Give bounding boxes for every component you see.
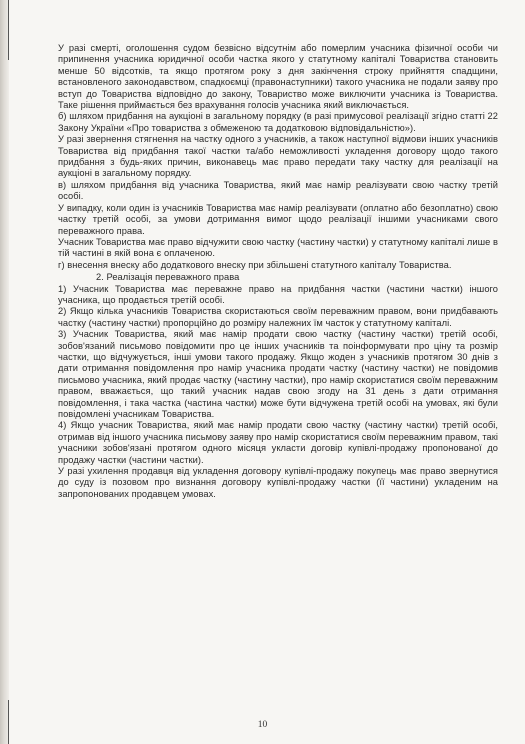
page-binding-edge <box>0 0 9 744</box>
paragraph-seller-evasion: У разі ухилення продавця від укладення договору купівлі-продажу покупець має право звернутися до суду із позовом про визнання договору купівлі-продажу частки (її частини) укладеним на запропонованих продавцем умовах. <box>58 466 498 499</box>
paragraph-item-g: г) внесення внеску або додаткового внеску при збільшені статутного капіталу Товариства. <box>58 259 452 270</box>
paragraph-exclusion: У разі смерті, оголошення судом безвісно відсутнім або померлим учасника фізичної особи чи припинення учасника юридичної особи частка якого у статутному капіталі Товариства становить менше 50 відсотків, та якщо протягом року з дня закінчення строку прийняття спадщини, встановленого законодавством, спадкоємці (правонаступники) такого учасника не подали заяву про вступ до Товариства відповідно до закону, Товариство може виключити учасника із Товариства. Таке рішення приймається без врахування голосів учасника який виключається. <box>58 43 498 111</box>
paragraph-foreclosure: У разі звернення стягнення на частку одного з учасників, а також наступної відмови інших учасників Товариства від придбання такої частки та/або неможливості укладення договору щодо такого придбання з будь-яких причин, виконавець має право передати таку частку для реалізації на аукціоні в загальному порядку. <box>58 134 498 179</box>
paragraph-paid-share: Учасник Товариства має право відчужити свою частку (частину частки) у статутному капіталі лише в тій частині в якій вона є оплаченою. <box>58 236 498 259</box>
paragraph-item-v: в) шляхом придбання від учасника Товариства, який має намір реалізувати свою частку третій особі. <box>58 179 498 202</box>
section-heading-preemptive-right: 2. Реалізація переважного права <box>96 272 240 283</box>
paragraph-item-b: б) шляхом придбання на аукціоні в загальному порядку (в разі примусової реалізації згідно статті 22 Закону України «Про товариства з обмеженою та додатковою відповідальністю»). <box>58 111 498 133</box>
paragraph-clause-2: 2) Якщо кілька учасників Товариства скористаються своїм переважним правом, вони придбавають частку (частину частки) пропорційно до розміру належних їм часток у статутному капіталі. <box>58 306 498 328</box>
paragraph-clause-4: 4) Якщо учасник Товариства, який має намір продати свою частку (частину частки) третій особі, отримав від іншого учасника письмову заяву про намір скористатися своїм переважним правом, такі учасники зобов'язані протягом одного місяця укласти договір купівлі-продажу пропонованої до продажу частки (частини частки). <box>58 420 498 465</box>
binding-mark-top <box>8 0 9 60</box>
page-number: 10 <box>257 720 268 730</box>
paragraph-clause-1: 1) Учасник Товариства має переважне право на придбання частки (частини частки) іншого учасника, що продається третій особі. <box>58 283 498 305</box>
paragraph-third-party-sale: У випадку, коли один із учасників Товариства має намір реалізувати (оплатно або безоплатно) свою частку третій особі, за умови дотримання вимог щодо реалізації іншими учасниками свого переважного права. <box>58 202 498 236</box>
document-body <box>58 43 498 500</box>
paragraph-clause-3: 3) Учасник Товариства, який має намір продати свою частку (частину частки) третій особі, зобов'язаний письмово повідомити про це інших учасників та поінформувати про ціну та розмір частки, що відчужується, інші умови такого продажу. Якщо жоден з учасників протягом 30 днів з дати отримання повідомлення про намір учасника продати частку (частину частки) не повідомив письмово учасника, який продає частку (частину частки), про намір скористатися своїм переважним правом, вважається, що такий учасник надав свою згоду на 31 день з дати отримання повідомлення, і така частка (частина частки) може бути відчужена третій особі на умовах, які були повідомлені учасникам Товариства. <box>58 329 498 419</box>
